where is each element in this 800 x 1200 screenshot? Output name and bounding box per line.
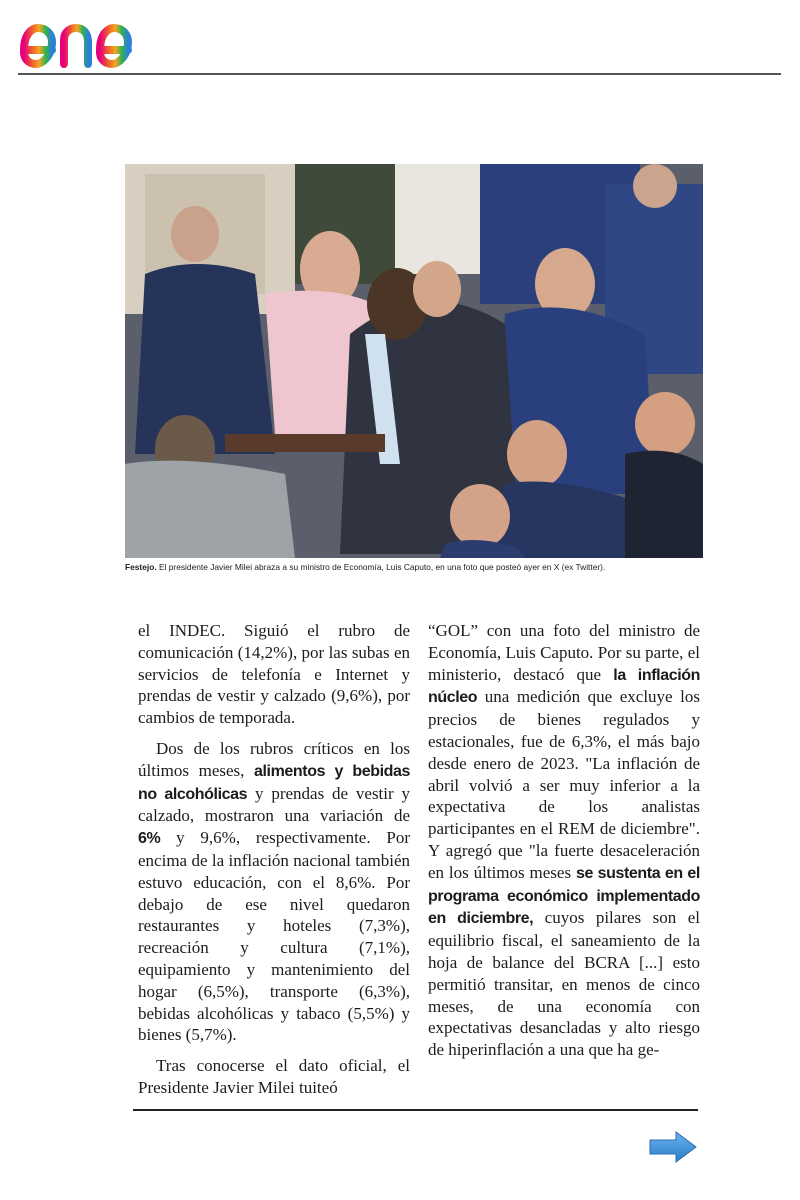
header-divider	[18, 73, 781, 75]
text-run: “GOL” con una foto del ministro de Economía, Luis Caputo. Por su parte, el ministerio, destacó que	[428, 621, 700, 684]
paragraph: el INDEC. Siguió el rubro de comunicación (14,2%), por las subas en servicios de telefonía e Internet y prendas de vestir y calzado (9,6%), por cambios de temporada.	[138, 621, 410, 728]
text-run: cuyos pilares son el equilibrio fiscal, el saneamiento de la hoja de balance del BCRA [...] esto permitió transitar, en menos de cinco meses, de una economía con expectativas desancladas y alto riesgo de hiperinflación a una que ha ge-	[428, 908, 700, 1060]
text-run: y prendas de vestir y calzado, mostraron una variación de	[138, 783, 411, 826]
arrow-right-icon[interactable]	[648, 1130, 698, 1164]
page-header	[0, 0, 800, 80]
text-run: una medición que excluye los precios de bienes regulados y estacionales, fue de 6,3%, el más bajo desde enero de 2023. "La inflación de abril volvió a ser muy inferior a la expectativa de los analistas participantes en el REM de diciembre". Y agregó que "la fuerte desaceleración en los últimos meses	[428, 687, 700, 882]
footer-divider	[133, 1109, 698, 1111]
caption-label: Festejo.	[125, 562, 157, 572]
paragraph	[428, 620, 700, 1061]
text-run: Dos de los rubros críticos en los últimos meses,	[138, 738, 410, 780]
paragraph: Tras conocerse el dato oficial, el Presidente Javier Milei tuiteó	[138, 1056, 410, 1097]
bold-text: la inflación núcleo	[428, 666, 700, 707]
article-column-left	[138, 620, 410, 1099]
bold-text: 6%	[138, 830, 161, 848]
text-run: y 9,6%, respectivamente. Por encima de la inflación nacional también estuvo educación, con el 8,6%. Por debajo de ese nivel quedaron restaurantes y hoteles (7,3%), recreación y cultura (7,1%), equipamiento y mantenimiento del hogar (6,5%), transporte (6,3%), bebidas alcohólicas y tabaco (5,5%) y bienes (5,7%).	[138, 828, 410, 1045]
caption-text: El presidente Javier Milei abraza a su ministro de Economía, Luis Caputo, en una foto que posteó ayer en X (ex Twitter).	[156, 562, 606, 572]
bold-text: alimentos y bebidas no alcohólicas	[138, 762, 410, 803]
article-column-right	[428, 620, 700, 1061]
photo-caption	[125, 562, 725, 572]
enel-logo	[18, 2, 198, 74]
news-photo	[125, 164, 703, 558]
paragraph	[138, 738, 410, 1046]
bold-text: se sustenta en el programa económico implementado en diciembre,	[428, 864, 700, 928]
